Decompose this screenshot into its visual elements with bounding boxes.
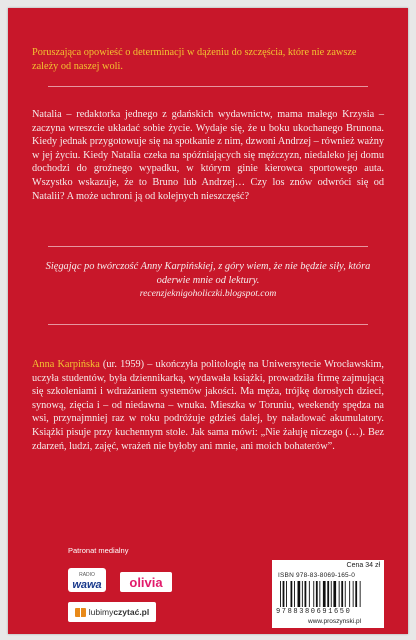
- book-description: Natalia – redaktorka jednego z gdańskich wydawnictw, mama małego Krzysia – zaczyna wreszcie układać sobie życie. Wydaje się, że u boku ukochanego Brunona. Kiedy jednak przygotowuje się na spotkanie z nim, dzwoni Andrzej – również ważny w jej życiu. Kiedy Natalia czeka na spóźniających się mężczyzn, niedaleko jej domu dochodzi do groźnego wypadku, w którym ginie kierowca sportowego auta. Wszystko wskazuje, że to Bruno lub Andrzej… Czy los znów odwróci się od Natalii? A może uchroni ją od kolejnych nieszczęść?: [32, 109, 384, 202]
- back-cover: [8, 8, 408, 634]
- review-quote: [32, 260, 384, 301]
- divider: [48, 246, 368, 247]
- olivia-logo: olivia: [120, 572, 172, 592]
- lubimyczytac-logo: [68, 602, 156, 622]
- book-icon: [75, 608, 86, 617]
- isbn: ISBN 978-83-8069-165-0: [278, 572, 356, 579]
- author-name: Anna Karpińska: [32, 359, 100, 370]
- lubimy-text-b: czytać.pl: [113, 607, 150, 617]
- wawa-logo: [68, 568, 106, 592]
- price: Cena 34 zł: [346, 562, 380, 569]
- barcode-number: 9788380691650: [276, 608, 352, 616]
- patronat-label: Patronat medialny: [68, 546, 129, 555]
- quote-text: Sięgając po twórczość Anny Karpińskiej, z góry wiem, że nie będzie siły, która oderwie mnie od lektury.: [45, 261, 371, 286]
- barcode-box: [272, 560, 384, 628]
- author-bio: [32, 358, 384, 453]
- lubimy-text-a: lubimy: [88, 607, 114, 617]
- publisher-url: www.proszynski.pl: [308, 618, 362, 625]
- quote-source: recenzjeknigoholiczki.blogspot.com: [139, 288, 277, 300]
- bio-text: (ur. 1959) – ukończyła politologię na Uniwersytecie Wrocławskim, uczyła studentów, była dziennikarką, wydawała książki, prowadziła firmę zajmującą się szkoleniami i wdrażaniem systemów jakości. Ma męża, trójkę dorosłych dzieci, synową, zięcia i – od niedawna – wnuka. Mieszka w Toruniu, weekendy spędza na wsi, przynajmniej raz w roku podróżuje gdzieś dalej, by naładować akumulatory. Książki pisuje przy kuchennym stole. Jak sama mówi: „Nie żałuję niczego (…). Bez zdarzeń, ludzi, zajęć, wrażeń nie byłoby ani mnie, ani moich bohaterów”.: [32, 359, 384, 452]
- divider: [48, 324, 368, 325]
- wawa-sub: RADIO: [79, 572, 95, 578]
- wawa-text: wawa: [72, 579, 102, 591]
- intro-text: Poruszająca opowieść o determinacji w dążeniu do szczęścia, które nie zawsze zależy od naszej woli.: [32, 47, 357, 72]
- barcode-bars: [278, 581, 378, 607]
- divider: [48, 86, 368, 87]
